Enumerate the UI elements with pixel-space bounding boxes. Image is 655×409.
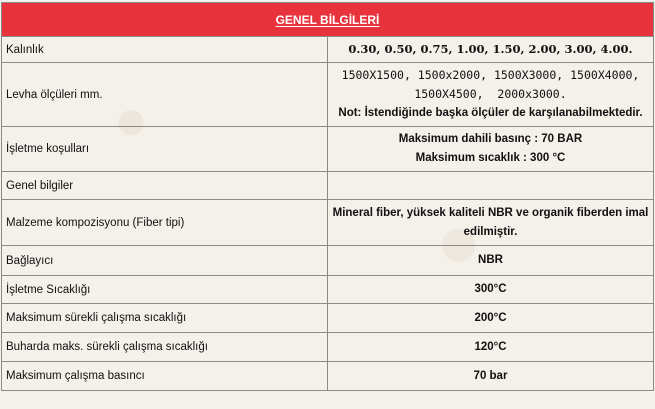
row-value: 200°C bbox=[328, 304, 654, 333]
operating-line2: Maksimum sıcaklık : 300 °C bbox=[415, 152, 566, 164]
table-row bbox=[2, 200, 654, 246]
table-row bbox=[2, 333, 654, 362]
material-line1: Mineral fiber, yüksek kaliteli NBR ve organik fiberden imal bbox=[332, 206, 649, 219]
row-label: Malzeme kompozisyonu (Fiber tipi) bbox=[2, 200, 328, 246]
table-row bbox=[2, 276, 654, 304]
sheet-sizes-note: Not: İstendiğinde başka ölçüler de karşılanabilmektedir. bbox=[338, 107, 643, 119]
row-label: Genel bilgiler bbox=[2, 172, 328, 200]
row-value: 0.30, 0.50, 0.75, 1.00, 1.50, 2.00, 3.00, 4.00. bbox=[328, 37, 654, 63]
table-title bbox=[2, 3, 654, 37]
row-label: Maksimum sürekli çalışma sıcaklığı bbox=[2, 304, 328, 333]
table-row bbox=[2, 63, 654, 127]
table-row bbox=[2, 246, 654, 276]
operating-line1: Maksimum dahili basınç : 70 BAR bbox=[398, 133, 583, 145]
row-value: 300°C bbox=[328, 276, 654, 304]
row-value: 120°C bbox=[328, 333, 654, 362]
material-line2: edilmiştir. bbox=[463, 225, 518, 238]
row-value: NBR bbox=[328, 246, 654, 276]
row-value bbox=[328, 200, 654, 246]
row-label: Kalınlık bbox=[2, 37, 328, 63]
row-value bbox=[328, 127, 654, 172]
row-label: İşletme Sıcaklığı bbox=[2, 276, 328, 304]
row-value: 70 bar bbox=[328, 362, 654, 391]
row-label: Maksimum çalışma basıncı bbox=[2, 362, 328, 391]
table-title-text: GENEL BİLGİLERİ bbox=[275, 12, 380, 27]
row-label: Levha ölçüleri mm. bbox=[2, 63, 328, 127]
row-label: İşletme koşulları bbox=[2, 127, 328, 172]
table-row bbox=[2, 172, 654, 200]
table-row bbox=[2, 362, 654, 391]
general-info-table bbox=[1, 2, 654, 391]
row-value bbox=[328, 63, 654, 127]
sheet-sizes-line2: 1500X4500, 2000x3000. bbox=[414, 87, 567, 101]
table-row bbox=[2, 37, 654, 63]
table-row bbox=[2, 304, 654, 333]
header-row bbox=[2, 3, 654, 37]
row-label: Buharda maks. sürekli çalışma sıcaklığı bbox=[2, 333, 328, 362]
table-row bbox=[2, 127, 654, 172]
sheet-sizes-line1: 1500X1500, 1500x2000, 1500X3000, 1500X4000, bbox=[341, 68, 640, 82]
row-label: Bağlayıcı bbox=[2, 246, 328, 276]
row-value bbox=[328, 172, 654, 200]
